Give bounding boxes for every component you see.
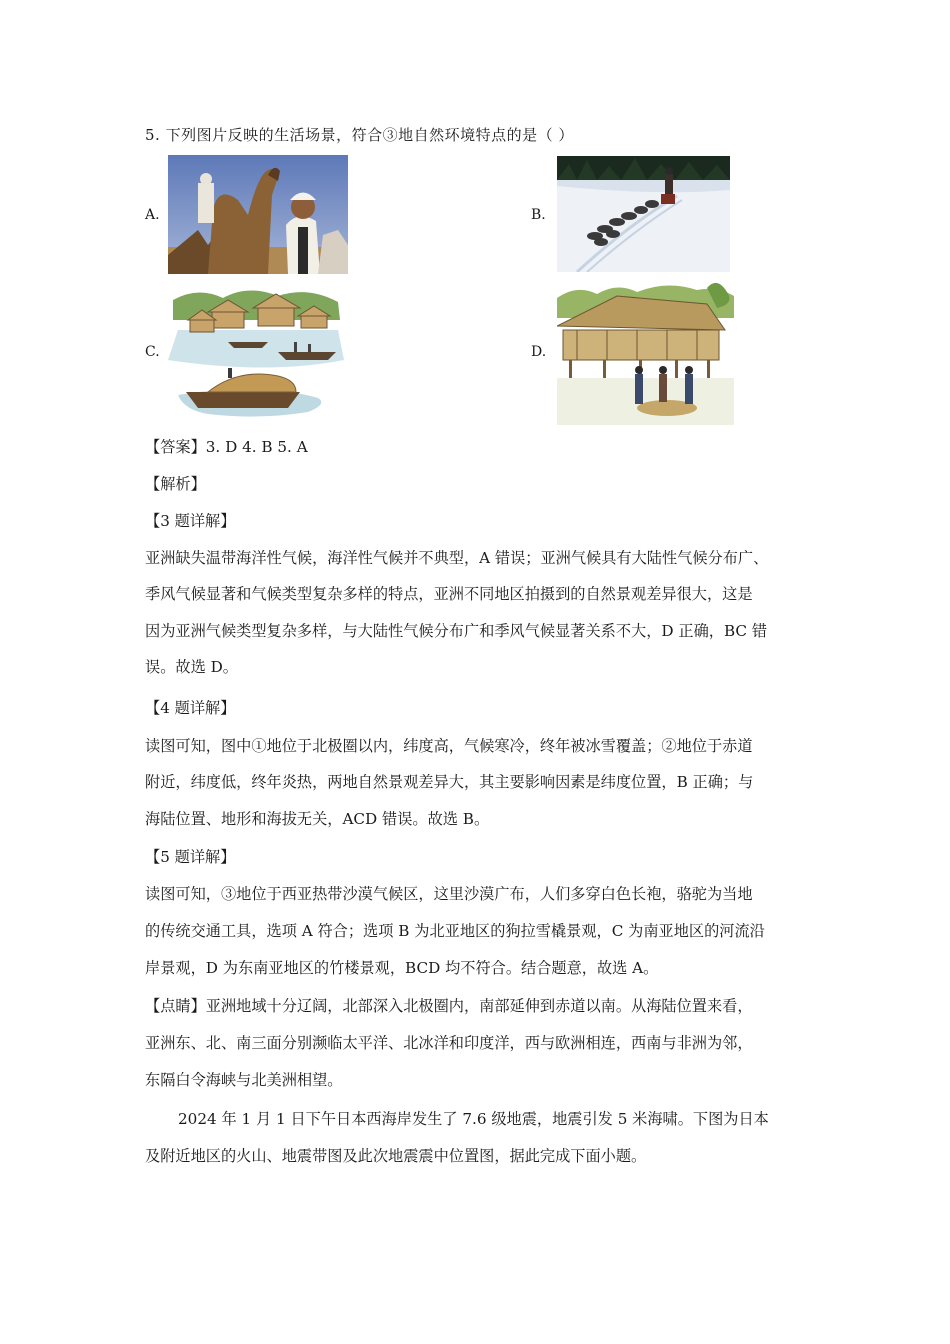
section-5-line: 读图可知，③地位于西亚热带沙漠气候区，这里沙漠广布，人们多穿白色长袍，骆驼为当地 [145,885,753,903]
section-4-heading: 【4 题详解】 [145,699,236,717]
section-3-line: 季风气候显著和气候类型复杂多样的特点，亚洲不同地区拍摄到的自然景观差异很大，这是 [145,585,753,603]
intro-line: 2024 年 1 月 1 日下午日本西海岸发生了 7.6 级地震，地震引发 5 米海啸。下图为日本 [178,1110,769,1128]
river-village-illustration [168,280,346,425]
section-5-line: 岸景观，D 为东南亚地区的竹楼景观，BCD 均不符合。结合题意，故选 A。 [145,959,659,977]
section-3-line: 因为亚洲气候类型复杂多样，与大陆性气候分布广和季风气候显著关系不大，D 正确，BC 错 [145,622,768,640]
intro-line: 及附近地区的火山、地震带图及此次地震震中位置图，据此完成下面小题。 [145,1147,647,1165]
section-5-heading: 【5 题详解】 [145,848,236,866]
section-3-line: 亚洲缺失温带海洋性气候，海洋性气候并不典型，A 错误；亚洲气候具有大陆性气候分布广、 [145,549,769,567]
section-3-line: 误。故选 D。 [145,658,238,676]
dianjing-line: 东隔白令海峡与北美洲相望。 [145,1071,343,1089]
question-title: 5. 下列图片反映的生活场景，符合③地自然环境特点的是（ ） [145,126,574,144]
bamboo-house-illustration [557,278,734,425]
answer-line: 【答案】3. D 4. B 5. A [145,438,308,456]
analysis-heading: 【解析】 [145,475,206,493]
option-a-label: A. [145,207,160,223]
dianjing-line: 【点睛】亚洲地域十分辽阔，北部深入北极圈内，南部延伸到赤道以南。从海陆位置来看， [145,997,753,1015]
option-d-label: D. [531,344,547,360]
camel-desert-photo [168,155,348,274]
section-4-line: 海陆位置、地形和海拔无关，ACD 错误。故选 B。 [145,810,490,828]
dog-sled-snow-photo [557,156,730,272]
option-c-label: C. [145,344,160,360]
section-5-line: 的传统交通工具，选项 A 符合；选项 B 为北亚地区的狗拉雪橇景观，C 为南亚地区的河流沿 [145,922,765,940]
option-b-label: B. [531,207,546,223]
section-4-line: 读图可知，图中①地位于北极圈以内，纬度高，气候寒冷，终年被冰雪覆盖；②地位于赤道 [145,737,753,755]
section-4-line: 附近，纬度低，终年炎热，两地自然景观差异大，其主要影响因素是纬度位置，B 正确；与 [145,773,754,791]
section-3-heading: 【3 题详解】 [145,512,236,530]
dianjing-line: 亚洲东、北、南三面分别濒临太平洋、北冰洋和印度洋，西与欧洲相连，西南与非洲为邻， [145,1034,753,1052]
